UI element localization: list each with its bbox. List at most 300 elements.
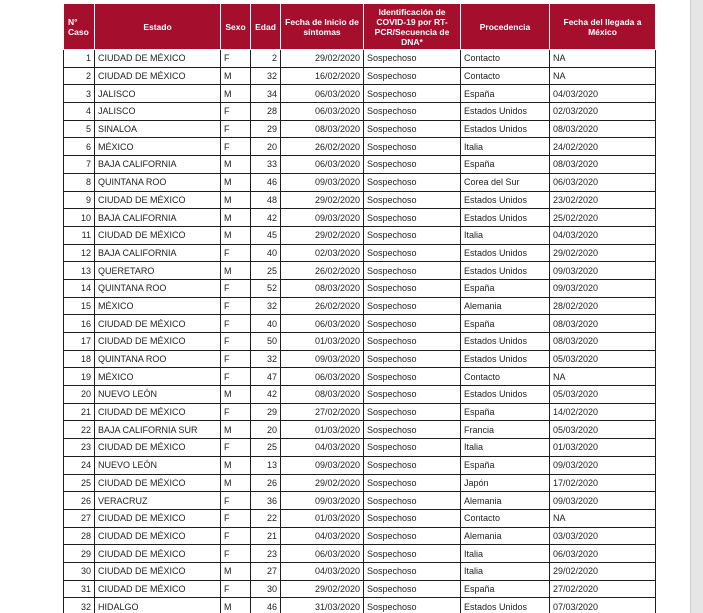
- cell-identificacion: Sospechoso: [364, 386, 461, 404]
- cell-edad: 50: [251, 333, 281, 351]
- cell-fecha-llegada: 08/03/2020: [550, 315, 656, 333]
- table-row: [64, 386, 656, 404]
- cell-numero-caso: 28: [64, 527, 95, 545]
- cell-fecha-inicio: 09/03/2020: [281, 492, 364, 510]
- cell-procedencia: España: [461, 315, 550, 333]
- cell-fecha-inicio: 02/03/2020: [281, 244, 364, 262]
- cell-edad: 33: [251, 156, 281, 174]
- cell-procedencia: Japón: [461, 474, 550, 492]
- cell-estado: BAJA CALIFORNIA: [95, 156, 221, 174]
- cell-numero-caso: 2: [64, 67, 95, 85]
- cell-numero-caso: 29: [64, 545, 95, 563]
- cell-edad: 20: [251, 138, 281, 156]
- cell-procedencia: Alemania: [461, 297, 550, 315]
- cell-fecha-llegada: NA: [550, 50, 656, 68]
- cell-sexo: F: [221, 403, 251, 421]
- header-fecha-llegada: Fecha del llegada a México: [550, 4, 656, 50]
- cell-sexo: M: [221, 456, 251, 474]
- table-row: [64, 439, 656, 457]
- cell-identificacion: Sospechoso: [364, 244, 461, 262]
- cell-edad: 26: [251, 474, 281, 492]
- cell-fecha-llegada: 06/03/2020: [550, 173, 656, 191]
- cell-procedencia: Estados Unidos: [461, 386, 550, 404]
- header-edad: Edad: [251, 4, 281, 50]
- cell-fecha-inicio: 08/03/2020: [281, 386, 364, 404]
- cell-estado: CIUDAD DE MÉXICO: [95, 403, 221, 421]
- cell-procedencia: Estados Unidos: [461, 333, 550, 351]
- cell-estado: CIUDAD DE MÉXICO: [95, 191, 221, 209]
- cell-estado: CIUDAD DE MÉXICO: [95, 439, 221, 457]
- cell-fecha-inicio: 27/02/2020: [281, 403, 364, 421]
- cell-edad: 23: [251, 545, 281, 563]
- cell-fecha-inicio: 04/03/2020: [281, 439, 364, 457]
- cell-procedencia: Contacto: [461, 50, 550, 68]
- cell-sexo: M: [221, 173, 251, 191]
- cell-fecha-llegada: 29/02/2020: [550, 244, 656, 262]
- cell-procedencia: España: [461, 156, 550, 174]
- cell-edad: 40: [251, 244, 281, 262]
- cell-identificacion: Sospechoso: [364, 297, 461, 315]
- header-fecha-inicio: Fecha de Inicio de síntomas: [281, 4, 364, 50]
- header-procedencia: Procedencia: [461, 4, 550, 50]
- cell-sexo: F: [221, 120, 251, 138]
- cell-numero-caso: 21: [64, 403, 95, 421]
- cell-estado: MÉXICO: [95, 368, 221, 386]
- cell-fecha-inicio: 31/03/2020: [281, 598, 364, 613]
- cell-procedencia: Francia: [461, 421, 550, 439]
- table-row: [64, 226, 656, 244]
- cell-sexo: M: [221, 191, 251, 209]
- cell-fecha-llegada: 02/03/2020: [550, 103, 656, 121]
- cell-procedencia: Italia: [461, 138, 550, 156]
- cell-identificacion: Sospechoso: [364, 580, 461, 598]
- cell-edad: 29: [251, 403, 281, 421]
- cell-fecha-llegada: 04/03/2020: [550, 226, 656, 244]
- cell-fecha-inicio: 04/03/2020: [281, 527, 364, 545]
- table-row: [64, 474, 656, 492]
- cell-fecha-llegada: NA: [550, 67, 656, 85]
- cell-fecha-inicio: 08/03/2020: [281, 279, 364, 297]
- cell-numero-caso: 18: [64, 350, 95, 368]
- cell-identificacion: Sospechoso: [364, 509, 461, 527]
- cell-identificacion: Sospechoso: [364, 492, 461, 510]
- cell-procedencia: Italia: [461, 562, 550, 580]
- cell-estado: CIUDAD DE MÉXICO: [95, 545, 221, 563]
- cell-sexo: F: [221, 279, 251, 297]
- cell-numero-caso: 31: [64, 580, 95, 598]
- cell-estado: SINALOA: [95, 120, 221, 138]
- table-row: [64, 85, 656, 103]
- cell-sexo: F: [221, 333, 251, 351]
- table-body: [64, 50, 656, 613]
- cell-fecha-llegada: 01/03/2020: [550, 439, 656, 457]
- cell-edad: 36: [251, 492, 281, 510]
- cell-edad: 20: [251, 421, 281, 439]
- cell-procedencia: Estados Unidos: [461, 191, 550, 209]
- table-row: [64, 156, 656, 174]
- cell-estado: CIUDAD DE MÉXICO: [95, 50, 221, 68]
- cell-fecha-inicio: 26/02/2020: [281, 297, 364, 315]
- cell-sexo: F: [221, 545, 251, 563]
- cell-sexo: M: [221, 209, 251, 227]
- cell-fecha-llegada: 03/03/2020: [550, 527, 656, 545]
- cell-estado: CIUDAD DE MÉXICO: [95, 333, 221, 351]
- cell-edad: 52: [251, 279, 281, 297]
- cell-sexo: F: [221, 509, 251, 527]
- cell-edad: 2: [251, 50, 281, 68]
- table-header-row: [64, 4, 656, 50]
- cell-identificacion: Sospechoso: [364, 527, 461, 545]
- cell-numero-caso: 14: [64, 279, 95, 297]
- cell-fecha-inicio: 29/02/2020: [281, 226, 364, 244]
- table-row: [64, 191, 656, 209]
- cell-numero-caso: 5: [64, 120, 95, 138]
- cell-identificacion: Sospechoso: [364, 209, 461, 227]
- cell-estado: NUEVO LEÓN: [95, 386, 221, 404]
- cell-edad: 46: [251, 173, 281, 191]
- cell-numero-caso: 17: [64, 333, 95, 351]
- cell-sexo: F: [221, 350, 251, 368]
- cell-estado: BAJA CALIFORNIA: [95, 244, 221, 262]
- cell-procedencia: Contacto: [461, 368, 550, 386]
- cell-identificacion: Sospechoso: [364, 85, 461, 103]
- cell-fecha-inicio: 26/02/2020: [281, 138, 364, 156]
- cell-estado: HIDALGO: [95, 598, 221, 613]
- cell-numero-caso: 8: [64, 173, 95, 191]
- cell-fecha-inicio: 01/03/2020: [281, 333, 364, 351]
- cell-procedencia: España: [461, 279, 550, 297]
- cell-edad: 47: [251, 368, 281, 386]
- cell-identificacion: Sospechoso: [364, 598, 461, 613]
- cell-identificacion: Sospechoso: [364, 421, 461, 439]
- cell-estado: CIUDAD DE MÉXICO: [95, 509, 221, 527]
- cell-fecha-llegada: NA: [550, 368, 656, 386]
- cell-numero-caso: 10: [64, 209, 95, 227]
- table-row: [64, 50, 656, 68]
- cell-edad: 32: [251, 350, 281, 368]
- cell-edad: 32: [251, 67, 281, 85]
- header-estado: Estado: [95, 4, 221, 50]
- cell-fecha-llegada: 24/02/2020: [550, 138, 656, 156]
- cell-identificacion: Sospechoso: [364, 368, 461, 386]
- cell-fecha-llegada: 07/03/2020: [550, 598, 656, 613]
- cell-fecha-llegada: 25/02/2020: [550, 209, 656, 227]
- header-numero-caso: N° Caso: [64, 4, 95, 50]
- table-row: [64, 262, 656, 280]
- cell-numero-caso: 1: [64, 50, 95, 68]
- cell-fecha-inicio: 09/03/2020: [281, 209, 364, 227]
- cell-procedencia: Estados Unidos: [461, 350, 550, 368]
- cell-numero-caso: 12: [64, 244, 95, 262]
- cell-identificacion: Sospechoso: [364, 545, 461, 563]
- table-row: [64, 315, 656, 333]
- table-row: [64, 209, 656, 227]
- cell-sexo: M: [221, 386, 251, 404]
- cell-numero-caso: 15: [64, 297, 95, 315]
- cell-procedencia: Corea del Sur: [461, 173, 550, 191]
- cell-fecha-inicio: 29/02/2020: [281, 191, 364, 209]
- cell-procedencia: Estados Unidos: [461, 103, 550, 121]
- cell-sexo: M: [221, 226, 251, 244]
- cell-sexo: M: [221, 85, 251, 103]
- cell-edad: 28: [251, 103, 281, 121]
- cell-sexo: M: [221, 262, 251, 280]
- cell-fecha-inicio: 06/03/2020: [281, 368, 364, 386]
- cell-fecha-inicio: 08/03/2020: [281, 120, 364, 138]
- table-row: [64, 368, 656, 386]
- cell-estado: BAJA CALIFORNIA SUR: [95, 421, 221, 439]
- cell-fecha-inicio: 29/02/2020: [281, 580, 364, 598]
- cell-fecha-inicio: 09/03/2020: [281, 173, 364, 191]
- table-row: [64, 598, 656, 613]
- cell-estado: MÉXICO: [95, 297, 221, 315]
- cell-estado: JALISCO: [95, 85, 221, 103]
- cell-edad: 29: [251, 120, 281, 138]
- table-row: [64, 562, 656, 580]
- cell-procedencia: España: [461, 403, 550, 421]
- cell-identificacion: Sospechoso: [364, 403, 461, 421]
- cell-identificacion: Sospechoso: [364, 50, 461, 68]
- cell-estado: CIUDAD DE MÉXICO: [95, 474, 221, 492]
- cell-fecha-llegada: 23/02/2020: [550, 191, 656, 209]
- cell-fecha-llegada: 09/03/2020: [550, 492, 656, 510]
- cell-fecha-llegada: 05/03/2020: [550, 350, 656, 368]
- cell-numero-caso: 22: [64, 421, 95, 439]
- cell-procedencia: Alemania: [461, 527, 550, 545]
- cell-identificacion: Sospechoso: [364, 103, 461, 121]
- cell-numero-caso: 27: [64, 509, 95, 527]
- cell-identificacion: Sospechoso: [364, 138, 461, 156]
- cell-fecha-llegada: 05/03/2020: [550, 421, 656, 439]
- cell-numero-caso: 11: [64, 226, 95, 244]
- cell-edad: 45: [251, 226, 281, 244]
- cell-fecha-llegada: 05/03/2020: [550, 386, 656, 404]
- cell-edad: 25: [251, 439, 281, 457]
- cell-procedencia: España: [461, 456, 550, 474]
- cell-edad: 22: [251, 509, 281, 527]
- cell-edad: 30: [251, 580, 281, 598]
- cell-numero-caso: 25: [64, 474, 95, 492]
- cell-fecha-inicio: 29/02/2020: [281, 474, 364, 492]
- cell-identificacion: Sospechoso: [364, 456, 461, 474]
- cell-sexo: M: [221, 598, 251, 613]
- table-row: [64, 509, 656, 527]
- cell-numero-caso: 24: [64, 456, 95, 474]
- table-row: [64, 103, 656, 121]
- cell-estado: CIUDAD DE MÉXICO: [95, 527, 221, 545]
- header-identificacion: Identificación de COVID-19 por RT-PCR/Secuencia de DNA*: [364, 4, 461, 50]
- cell-estado: VERACRUZ: [95, 492, 221, 510]
- cell-fecha-llegada: 27/02/2020: [550, 580, 656, 598]
- table-row: [64, 244, 656, 262]
- cell-fecha-llegada: 28/02/2020: [550, 297, 656, 315]
- cell-edad: 46: [251, 598, 281, 613]
- cell-sexo: F: [221, 103, 251, 121]
- cell-numero-caso: 4: [64, 103, 95, 121]
- cell-estado: NUEVO LEÓN: [95, 456, 221, 474]
- cell-identificacion: Sospechoso: [364, 315, 461, 333]
- cell-sexo: F: [221, 492, 251, 510]
- cell-fecha-inicio: 06/03/2020: [281, 315, 364, 333]
- cell-sexo: F: [221, 368, 251, 386]
- cell-fecha-inicio: 06/03/2020: [281, 103, 364, 121]
- cell-identificacion: Sospechoso: [364, 333, 461, 351]
- cell-fecha-inicio: 09/03/2020: [281, 350, 364, 368]
- cell-fecha-llegada: 17/02/2020: [550, 474, 656, 492]
- cell-fecha-inicio: 16/02/2020: [281, 67, 364, 85]
- cell-edad: 42: [251, 386, 281, 404]
- cell-identificacion: Sospechoso: [364, 173, 461, 191]
- cell-fecha-llegada: 09/03/2020: [550, 456, 656, 474]
- cell-fecha-inicio: 06/03/2020: [281, 156, 364, 174]
- cell-estado: CIUDAD DE MÉXICO: [95, 67, 221, 85]
- cell-sexo: F: [221, 50, 251, 68]
- cell-numero-caso: 13: [64, 262, 95, 280]
- cell-identificacion: Sospechoso: [364, 439, 461, 457]
- cell-numero-caso: 16: [64, 315, 95, 333]
- cell-edad: 25: [251, 262, 281, 280]
- cell-numero-caso: 32: [64, 598, 95, 613]
- cell-sexo: M: [221, 67, 251, 85]
- cell-estado: QUERETARO: [95, 262, 221, 280]
- cell-numero-caso: 26: [64, 492, 95, 510]
- cell-fecha-inicio: 01/03/2020: [281, 509, 364, 527]
- cell-fecha-inicio: 06/03/2020: [281, 545, 364, 563]
- cell-numero-caso: 30: [64, 562, 95, 580]
- cell-sexo: F: [221, 527, 251, 545]
- cell-sexo: F: [221, 297, 251, 315]
- cell-sexo: F: [221, 439, 251, 457]
- cell-estado: BAJA CALIFORNIA: [95, 209, 221, 227]
- header-sexo: Sexo: [221, 4, 251, 50]
- cell-identificacion: Sospechoso: [364, 191, 461, 209]
- cell-procedencia: Estados Unidos: [461, 120, 550, 138]
- cell-numero-caso: 19: [64, 368, 95, 386]
- cell-procedencia: España: [461, 85, 550, 103]
- cell-numero-caso: 20: [64, 386, 95, 404]
- table-row: [64, 173, 656, 191]
- cell-estado: JALISCO: [95, 103, 221, 121]
- table-row: [64, 67, 656, 85]
- cell-procedencia: Contacto: [461, 509, 550, 527]
- cell-estado: QUINTANA ROO: [95, 173, 221, 191]
- cell-edad: 34: [251, 85, 281, 103]
- cell-fecha-llegada: 06/03/2020: [550, 545, 656, 563]
- cell-estado: CIUDAD DE MÉXICO: [95, 562, 221, 580]
- cell-fecha-inicio: 26/02/2020: [281, 262, 364, 280]
- cell-fecha-inicio: 06/03/2020: [281, 85, 364, 103]
- cell-fecha-inicio: 01/03/2020: [281, 421, 364, 439]
- cell-procedencia: Italia: [461, 226, 550, 244]
- table-row: [64, 580, 656, 598]
- cell-identificacion: Sospechoso: [364, 474, 461, 492]
- table-row: [64, 333, 656, 351]
- cell-edad: 13: [251, 456, 281, 474]
- cell-procedencia: Italia: [461, 439, 550, 457]
- cell-sexo: M: [221, 421, 251, 439]
- cell-fecha-inicio: 04/03/2020: [281, 562, 364, 580]
- cell-sexo: M: [221, 474, 251, 492]
- cell-procedencia: España: [461, 580, 550, 598]
- table-row: [64, 120, 656, 138]
- table-row: [64, 421, 656, 439]
- cell-fecha-llegada: 09/03/2020: [550, 279, 656, 297]
- cell-edad: 42: [251, 209, 281, 227]
- cell-procedencia: Estados Unidos: [461, 244, 550, 262]
- cell-identificacion: Sospechoso: [364, 562, 461, 580]
- cell-estado: QUINTANA ROO: [95, 279, 221, 297]
- cell-fecha-llegada: 08/03/2020: [550, 156, 656, 174]
- table-row: [64, 492, 656, 510]
- cell-procedencia: Contacto: [461, 67, 550, 85]
- cell-estado: MÉXICO: [95, 138, 221, 156]
- cell-estado: CIUDAD DE MÉXICO: [95, 226, 221, 244]
- cell-edad: 48: [251, 191, 281, 209]
- cell-numero-caso: 7: [64, 156, 95, 174]
- covid-cases-table: [63, 3, 656, 613]
- cell-procedencia: Estados Unidos: [461, 598, 550, 613]
- cell-edad: 27: [251, 562, 281, 580]
- cell-sexo: M: [221, 156, 251, 174]
- cell-procedencia: Estados Unidos: [461, 209, 550, 227]
- table-row: [64, 297, 656, 315]
- table-row: [64, 456, 656, 474]
- table-row: [64, 403, 656, 421]
- cell-identificacion: Sospechoso: [364, 156, 461, 174]
- cell-sexo: F: [221, 244, 251, 262]
- cell-fecha-llegada: 08/03/2020: [550, 120, 656, 138]
- cell-identificacion: Sospechoso: [364, 262, 461, 280]
- cell-identificacion: Sospechoso: [364, 279, 461, 297]
- cell-sexo: F: [221, 315, 251, 333]
- cell-identificacion: Sospechoso: [364, 350, 461, 368]
- cell-estado: QUINTANA ROO: [95, 350, 221, 368]
- cell-edad: 40: [251, 315, 281, 333]
- table-row: [64, 279, 656, 297]
- table-row: [64, 350, 656, 368]
- cell-identificacion: Sospechoso: [364, 226, 461, 244]
- cell-fecha-llegada: 09/03/2020: [550, 262, 656, 280]
- cell-edad: 32: [251, 297, 281, 315]
- cell-fecha-llegada: 14/02/2020: [550, 403, 656, 421]
- table-row: [64, 138, 656, 156]
- viewer-scroll-edge: [690, 0, 703, 613]
- cell-fecha-inicio: 09/03/2020: [281, 456, 364, 474]
- cell-fecha-llegada: NA: [550, 509, 656, 527]
- cell-sexo: M: [221, 562, 251, 580]
- cell-fecha-llegada: 08/03/2020: [550, 333, 656, 351]
- cell-identificacion: Sospechoso: [364, 67, 461, 85]
- cell-estado: CIUDAD DE MÉXICO: [95, 315, 221, 333]
- cell-fecha-llegada: 04/03/2020: [550, 85, 656, 103]
- cell-fecha-inicio: 29/02/2020: [281, 50, 364, 68]
- cell-edad: 21: [251, 527, 281, 545]
- table-row: [64, 527, 656, 545]
- cell-numero-caso: 6: [64, 138, 95, 156]
- table-row: [64, 545, 656, 563]
- cell-procedencia: Alemania: [461, 492, 550, 510]
- cell-estado: CIUDAD DE MÉXICO: [95, 580, 221, 598]
- cell-numero-caso: 3: [64, 85, 95, 103]
- cell-fecha-llegada: 29/02/2020: [550, 562, 656, 580]
- cell-numero-caso: 9: [64, 191, 95, 209]
- cell-sexo: F: [221, 138, 251, 156]
- cell-procedencia: Estados Unidos: [461, 262, 550, 280]
- cell-numero-caso: 23: [64, 439, 95, 457]
- cell-identificacion: Sospechoso: [364, 120, 461, 138]
- cell-sexo: F: [221, 580, 251, 598]
- cell-procedencia: Italia: [461, 545, 550, 563]
